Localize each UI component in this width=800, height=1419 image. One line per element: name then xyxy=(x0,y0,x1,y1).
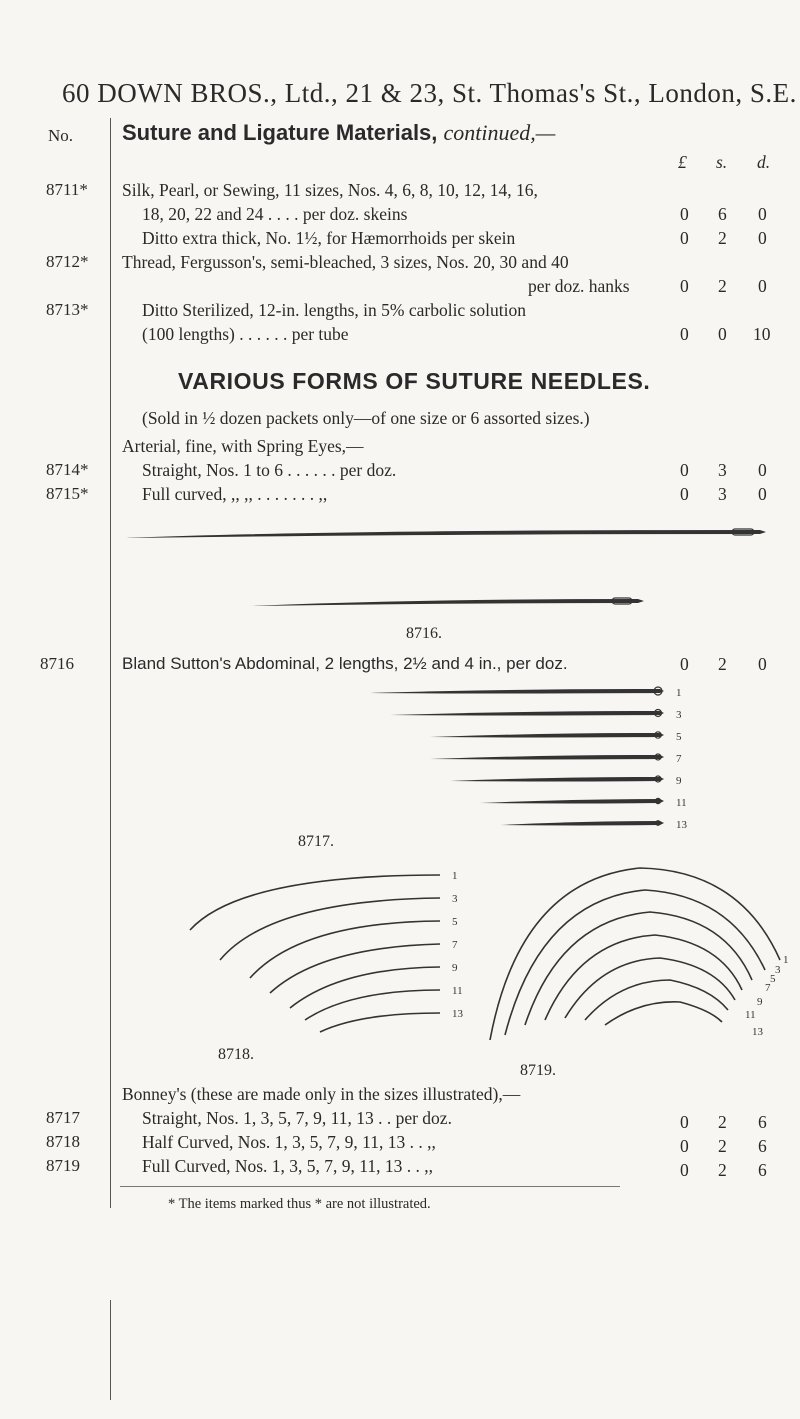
price-l: 0 xyxy=(680,654,689,674)
price-l: 0 xyxy=(680,204,689,224)
full-curved-needles xyxy=(490,868,780,1040)
size-label: 1 xyxy=(452,870,458,882)
price-s: 2 xyxy=(718,228,727,248)
price-l: 0 xyxy=(680,228,689,248)
column-divider-lower xyxy=(110,1300,111,1400)
needle-short xyxy=(250,598,644,606)
price-s: 0 xyxy=(718,324,727,344)
figure-caption-8716: 8716. xyxy=(406,625,442,642)
bonney-intro: Bonney's (these are made only in the sizes illustrated),— xyxy=(122,1084,521,1104)
price-s: 3 xyxy=(718,460,727,480)
item-number: 8717 xyxy=(46,1108,80,1127)
size-label: 9 xyxy=(757,996,763,1008)
section-title xyxy=(122,120,555,146)
straight-needle xyxy=(370,687,682,699)
price-d: 0 xyxy=(758,276,767,296)
figure-caption-8717: 8717. xyxy=(298,833,334,850)
size-label: 5 xyxy=(452,916,458,928)
size-label: 9 xyxy=(452,962,458,974)
price-s: 2 xyxy=(718,276,727,296)
price-l: 0 xyxy=(680,324,689,344)
item-number: 8713* xyxy=(46,300,89,319)
size-label: 11 xyxy=(676,797,687,809)
item-desc-line1: Ditto Sterilized, 12-in. lengths, in 5% carbolic solution xyxy=(142,300,526,320)
item-desc: Full Curved, Nos. 1, 3, 5, 7, 9, 11, 13 . . ,, xyxy=(142,1156,434,1176)
price-d: 0 xyxy=(758,484,767,504)
page-header: 60 DOWN BROS., Ltd., 21 & 23, St. Thomas's St., London, S.E. xyxy=(62,78,797,108)
item-desc: Straight, Nos. 1, 3, 5, 7, 9, 11, 13 . . per doz. xyxy=(142,1108,452,1128)
item-number: 8719 xyxy=(46,1156,80,1175)
item-desc-line2: (100 lengths) . . . . . . per tube xyxy=(142,324,349,344)
size-label: 1 xyxy=(676,687,682,699)
item-desc: Bland Sutton's Abdominal, 2 lengths, 2½ and 4 in., per doz. xyxy=(122,654,568,673)
price-s: 6 xyxy=(718,204,727,224)
item-number: 8711* xyxy=(46,180,88,199)
size-label: 13 xyxy=(676,819,687,831)
full-curved-needle xyxy=(605,1002,722,1025)
half-curved-needle xyxy=(305,990,440,1020)
full-curved-needle xyxy=(565,958,735,1018)
half-curved-needle xyxy=(220,898,440,960)
needles-intro: Arterial, fine, with Spring Eyes,— xyxy=(122,436,364,456)
size-label: 5 xyxy=(676,731,682,743)
item-desc-line1: Silk, Pearl, or Sewing, 11 sizes, Nos. 4, 6, 8, 10, 12, 14, 16, xyxy=(122,180,538,200)
figure-caption-8719: 8719. xyxy=(520,1062,556,1079)
no-label: No. xyxy=(48,126,74,145)
size-label: 3 xyxy=(775,964,781,976)
price-d: 0 xyxy=(758,654,767,674)
price-l: 0 xyxy=(680,1160,689,1180)
needles-subtitle: (Sold in ½ dozen packets only—of one size or 6 assorted sizes.) xyxy=(142,408,590,428)
size-label: 7 xyxy=(452,939,458,951)
straight-needle xyxy=(430,753,682,765)
half-curved-needle xyxy=(290,967,440,1008)
price-l: 0 xyxy=(680,1136,689,1156)
currency-pence: d. xyxy=(757,152,771,172)
price-l: 0 xyxy=(680,276,689,296)
size-label: 7 xyxy=(765,982,771,994)
price-d: 6 xyxy=(758,1160,767,1180)
section-continued: continued,— xyxy=(443,120,556,145)
item-desc-line1: Thread, Fergusson's, semi-bleached, 3 sizes, Nos. 20, 30 and 40 xyxy=(122,252,569,272)
item-desc: Straight, Nos. 1 to 6 . . . . . . per doz. xyxy=(142,460,397,480)
needle-long xyxy=(125,529,766,538)
price-d: 0 xyxy=(758,204,767,224)
half-curved-needle xyxy=(250,921,440,978)
price-d: 6 xyxy=(758,1112,767,1132)
price-l: 0 xyxy=(680,460,689,480)
size-label: 13 xyxy=(452,1008,463,1020)
straight-needle xyxy=(450,775,682,787)
section-title-text: Suture and Ligature Materials, xyxy=(122,120,438,145)
half-curved-needles xyxy=(190,875,440,1032)
item-desc-line2: per doz. hanks xyxy=(528,276,630,296)
size-label: 3 xyxy=(676,709,682,721)
price-d: 6 xyxy=(758,1136,767,1156)
price-s: 2 xyxy=(718,1160,727,1180)
half-curved-needle xyxy=(320,1013,440,1032)
price-d: 0 xyxy=(758,228,767,248)
size-label: 13 xyxy=(752,1026,763,1038)
figure-caption-8718: 8718. xyxy=(218,1046,254,1063)
item-number: 8714* xyxy=(46,460,89,479)
price-s: 2 xyxy=(718,1136,727,1156)
price-l: 0 xyxy=(680,484,689,504)
full-curved-needle xyxy=(545,935,742,1020)
currency-shillings: s. xyxy=(716,152,728,172)
footnote: * The items marked thus * are not illustrated. xyxy=(168,1196,431,1212)
item-desc-line2: 18, 20, 22 and 24 . . . . per doz. skeins xyxy=(142,204,408,224)
price-s: 2 xyxy=(718,1112,727,1132)
straight-needle xyxy=(430,731,682,743)
full-curved-needle xyxy=(585,980,728,1020)
size-label: 7 xyxy=(676,753,682,765)
footnote-rule xyxy=(120,1186,620,1187)
item-number: 8715* xyxy=(46,484,89,503)
size-label: 11 xyxy=(745,1009,756,1021)
item-number: 8718 xyxy=(46,1132,80,1151)
item-desc: Half Curved, Nos. 1, 3, 5, 7, 9, 11, 13 . . ,, xyxy=(142,1132,436,1152)
straight-needle xyxy=(390,709,682,721)
size-label: 11 xyxy=(452,985,463,997)
size-label: 5 xyxy=(770,973,776,985)
size-label: 9 xyxy=(676,775,682,787)
straight-needle xyxy=(500,819,688,831)
needle-figure-8719 xyxy=(480,860,800,1060)
item-number: 8712* xyxy=(46,252,89,271)
price-d: 10 xyxy=(753,324,771,344)
needles-title: VARIOUS FORMS OF SUTURE NEEDLES. xyxy=(178,368,651,394)
needle-illustration-8716 xyxy=(120,520,780,630)
needle-figure-8718 xyxy=(150,860,490,1060)
price-l: 0 xyxy=(680,1112,689,1132)
item-number: 8716 xyxy=(40,654,74,673)
price-d: 0 xyxy=(758,460,767,480)
straight-needle xyxy=(480,797,687,809)
item-desc: Full curved, ,, ,, . . . . . . . ,, xyxy=(142,484,328,504)
size-label: 3 xyxy=(452,893,458,905)
item-desc-line1: Ditto extra thick, No. 1½, for Hæmorrhoids per skein xyxy=(142,228,516,248)
full-curved-needle xyxy=(505,890,765,1035)
price-s: 3 xyxy=(718,484,727,504)
price-s: 2 xyxy=(718,654,727,674)
currency-pounds: £ xyxy=(678,152,687,172)
size-label: 1 xyxy=(783,954,789,966)
column-divider xyxy=(110,118,111,1208)
